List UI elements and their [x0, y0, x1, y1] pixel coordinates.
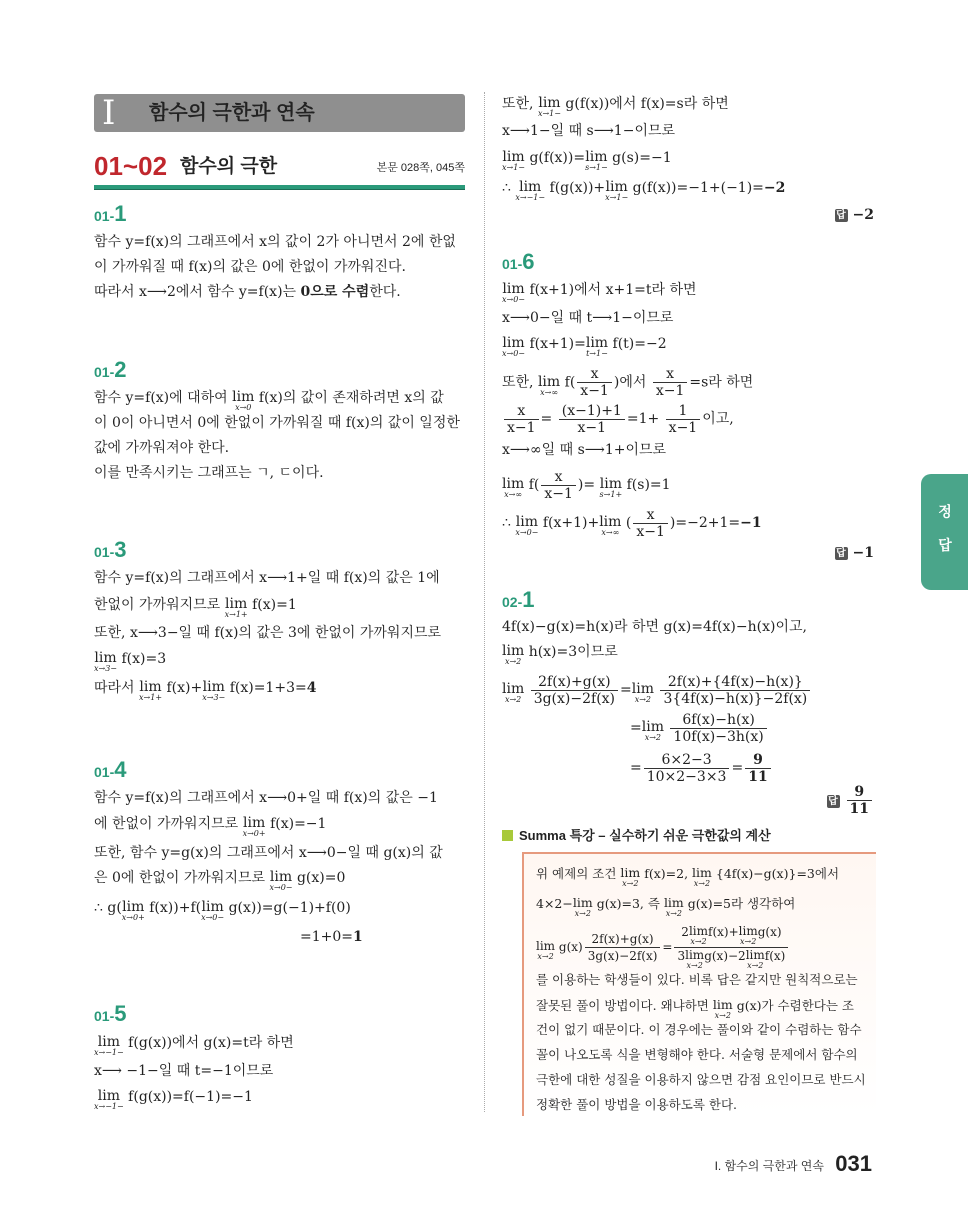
answer-02-1: 답 $\frac{9}{11}$ — [827, 784, 874, 817]
summa-line: 꼴이 나오도록 식을 변형해야 한다. 서술형 문제에서 함수의 — [536, 1047, 858, 1062]
section-code: 01~02 — [94, 151, 168, 181]
chapter-numeral: I — [102, 93, 116, 133]
text-line: lim x→−1− f(g(x))에서 g(x)=t라 하면 — [94, 1034, 294, 1057]
summa-line: 정확한 풀이 방법을 이용하도록 한다. — [536, 1097, 737, 1112]
text-line: =lim x→2 $\frac{6f(x)-h(x)}{10f(x)-3h(x)}$ — [630, 710, 769, 746]
text-line: 또한, lim x→1− g(f(x))에서 f(x)=s라 하면 — [502, 95, 729, 118]
right-column — [490, 0, 890, 1228]
summa-line: lim x→2 g(x) $\frac{2f(x)+g(x)}{3g(x)-2f(x)}$ = 2lim x→2 f(x)+lim x→2 g(x) 3lim x→2 g(x)−2lim x→2 f(x) — [536, 924, 790, 971]
text-line: lim x→0− f(x+1)에서 x+1=t라 하면 — [502, 281, 697, 304]
summa-marker — [502, 830, 513, 841]
text-line: ∴ lim x→−1− f(g(x))+lim x→1− g(f(x))=−1+(−1)=−2 — [502, 179, 786, 202]
text-line: 또한, lim x→∞ f( $\frac{x}{x-1}$ )에서 $\frac{x}{x-1}$ =s라 하면 — [502, 366, 754, 399]
text-line: x⟶∞일 때 s⟶1+이므로 — [502, 442, 667, 458]
summa-line: 를 이용하는 학생들이 있다. 비록 답은 같지만 원칙적으로는 — [536, 972, 858, 987]
text-line: 이 0이 아니면서 0에 한없이 가까워질 때 f(x)의 값이 일정한 — [94, 415, 460, 431]
summa-line: 잘못된 풀이 방법이다. 왜냐하면 lim x→2 g(x)가 수렴한다는 조 — [536, 997, 854, 1020]
problem-number-01-3: 01-3 — [94, 537, 127, 562]
text-line: lim x→1− g(f(x))=lim s→1− g(s)=−1 — [502, 149, 672, 172]
text-line: 이를 만족시키는 그래프는 ㄱ, ㄷ이다. — [94, 465, 324, 481]
text-line: x⟶ −1−일 때 t=−1이므로 — [94, 1063, 274, 1079]
chapter-title: 함수의 극한과 연속 — [149, 102, 315, 124]
text-line: 또한, 함수 y=g(x)의 그래프에서 x⟶0−일 때 g(x)의 값 — [94, 845, 443, 861]
section-header — [94, 150, 465, 190]
problem-number-01-5: 01-5 — [94, 1001, 127, 1026]
text-line: 한없이 가까워지므로 lim x→1+ f(x)=1 — [94, 596, 297, 619]
problem-number-01-1: 01-1 — [94, 201, 127, 226]
summa-line: 4×2−lim x→2 g(x)=3, 즉 lim x→2 g(x)=5라 생각하여 — [536, 895, 796, 918]
text-line: lim x→∞ f( $\frac{x}{x-1}$ )= lim s→1+ f(s)=1 — [502, 468, 671, 502]
text-line: lim x→3− f(x)=3 — [94, 650, 167, 673]
answer-01-5: 답 −2 — [836, 207, 874, 223]
text-line: $\frac{x}{x-1}$ = $\frac{(x-1)+1}{x-1}$ =1+ $\frac{1}{x-1}$ 이고, — [502, 402, 734, 436]
text-line: 따라서 x⟶2에서 함수 y=f(x)는 0으로 수렴한다. — [94, 284, 401, 300]
summa-line: 위 예제의 조건 lim x→2 f(x)=2, lim x→2 {4f(x)−g(x)}=3에서 — [536, 865, 840, 888]
text-line: ∴ g(lim x→0+ f(x))+f(lim x→0− g(x))=g(−1)+f(0) — [94, 899, 351, 922]
text-line: 따라서 lim x→1+ f(x)+lim x→3− f(x)=1+3=4 — [94, 679, 317, 702]
text-line: 값에 가까워져야 한다. — [94, 440, 230, 456]
text-line: 은 0에 한없이 가까워지므로 lim x→0− g(x)=0 — [94, 869, 346, 892]
answer-mark: 답 — [836, 548, 846, 559]
section-rule — [94, 185, 465, 190]
problem-number-02-1: 02-1 — [502, 587, 535, 612]
summa-title: Summa 특강 – 실수하기 쉬운 극한값의 계산 — [502, 826, 771, 846]
text-line: = $\frac{6\times 2-3}{10\times 2-3\times 3}$ = $\frac{9}{11}$ — [630, 750, 773, 786]
text-line: 함수 y=f(x)의 그래프에서 x⟶1+일 때 f(x)의 값은 1에 — [94, 570, 440, 586]
page-number: 031 — [835, 1151, 872, 1176]
answer-mark: 답 — [828, 795, 838, 807]
footer-chapter: I. 함수의 극한과 연속 — [714, 1159, 824, 1173]
column-divider — [484, 92, 485, 1112]
text-line: 함수 y=f(x)의 그래프에서 x⟶0+일 때 f(x)의 값은 −1 — [94, 790, 438, 806]
text-line: lim x→0− f(x+1)=lim t→1− f(t)=−2 — [502, 335, 667, 358]
summa-line: 건이 없기 때문이다. 이 경우에는 풀이와 같이 수렴하는 함수 — [536, 1022, 862, 1037]
text-line: =1+0=1 — [300, 929, 363, 945]
problem-number-01-4: 01-4 — [94, 757, 127, 782]
answer-01-6: 답 −1 — [836, 545, 874, 561]
text-line: lim x→2 h(x)=3이므로 — [502, 643, 618, 666]
side-tab-label: 정 답 — [937, 504, 953, 560]
text-line: 4f(x)−g(x)=h(x)라 하면 g(x)=4f(x)−h(x)이고, — [502, 619, 807, 635]
left-column — [0, 0, 480, 1228]
chapter-banner — [94, 94, 465, 132]
text-line: 이 가까워질 때 f(x)의 값은 0에 한없이 가까워진다. — [94, 259, 406, 275]
text-line: 또한, x⟶3−일 때 f(x)의 값은 3에 한없이 가까워지므로 — [94, 625, 442, 641]
text-line: 함수 y=f(x)의 그래프에서 x의 값이 2가 아니면서 2에 한없 — [94, 234, 456, 250]
text-line: lim x→2 $\frac{2f(x)+g(x)}{3g(x)-2f(x)}$ =lim x→2 $\frac{2f(x)+\{4f(x)-h(x)\}}{3\{4f(x)-h(x)\}-2f(x)}$ — [502, 672, 812, 708]
answer-mark: 답 — [836, 210, 846, 221]
text-line: ∴ lim x→0− f(x+1)+lim x→∞ ( $\frac{x}{x-1}$ )=−2+1=−1 — [502, 506, 762, 540]
text-line: x⟶0−일 때 t⟶1−이므로 — [502, 310, 674, 326]
text-line: 함수 y=f(x)에 대하여 lim x→0 f(x)의 값이 존재하려면 x의 값 — [94, 389, 444, 412]
text-line: x⟶1−일 때 s⟶1−이므로 — [502, 123, 676, 139]
footer — [600, 1148, 872, 1182]
section-ref: 본문 028쪽, 045쪽 — [376, 162, 465, 174]
summa-line: 극한에 대한 성질을 이용하지 않으면 감점 요인이므로 반드시 — [536, 1072, 866, 1087]
problem-number-01-2: 01-2 — [94, 357, 127, 382]
text-line: 에 한없이 가까워지므로 lim x→0+ f(x)=−1 — [94, 815, 327, 838]
section-title: 함수의 극한 — [180, 156, 278, 177]
problem-number-01-6: 01-6 — [502, 249, 535, 274]
text-line: lim x→−1− f(g(x))=f(−1)=−1 — [94, 1088, 253, 1111]
side-tab[interactable] — [921, 474, 968, 590]
